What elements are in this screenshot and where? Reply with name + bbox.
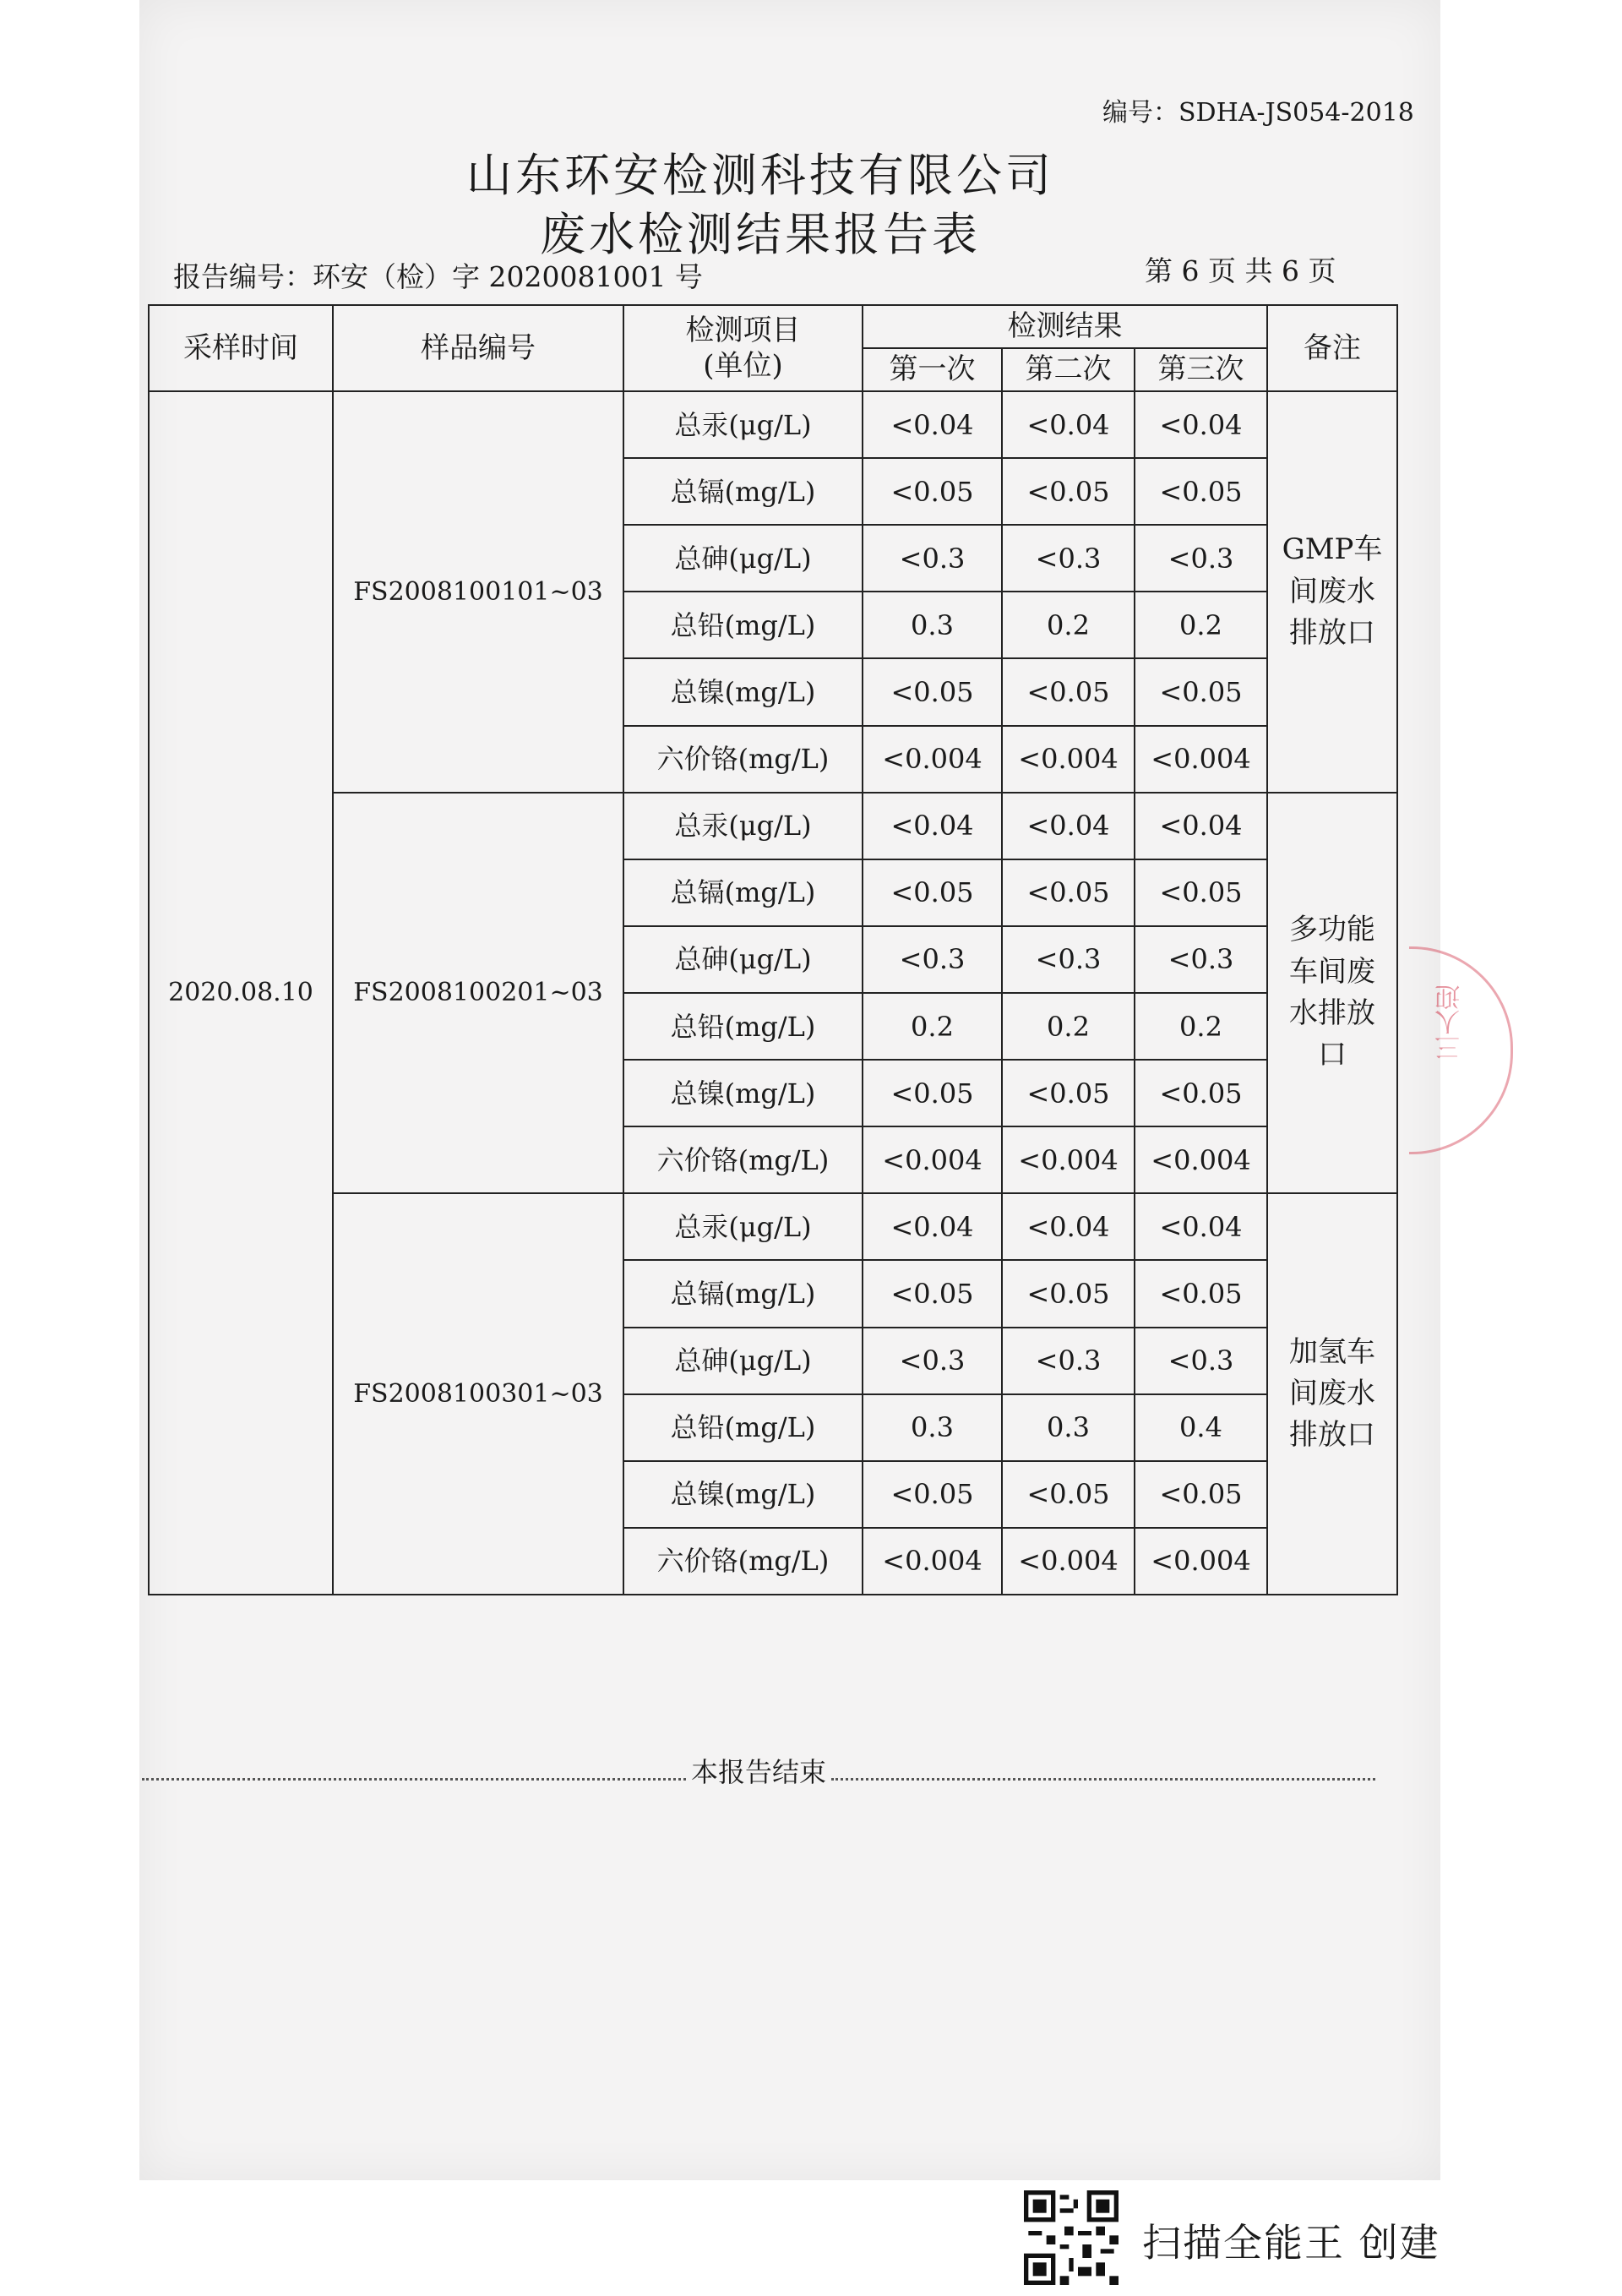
header-third: 第三次 xyxy=(1135,348,1267,391)
table-row xyxy=(149,1193,1397,1260)
result-v1-cell: 0.3 xyxy=(863,1394,1002,1461)
test-item-cell: 总铅(mg/L) xyxy=(623,993,863,1060)
results-table xyxy=(148,304,1398,1595)
result-v3-cell: <0.04 xyxy=(1135,793,1267,859)
report-title: 废水检测结果报告表 xyxy=(540,208,981,261)
result-v3-cell: <0.004 xyxy=(1135,1528,1267,1595)
sample-no-cell: FS2008100301~03 xyxy=(333,1193,623,1595)
end-dots-left xyxy=(142,1761,686,1781)
result-v3-cell: <0.004 xyxy=(1135,726,1267,793)
result-v2-cell: <0.04 xyxy=(1002,391,1135,458)
table-row xyxy=(149,793,1397,859)
result-v3-cell: <0.04 xyxy=(1135,1193,1267,1260)
test-item-cell: 总砷(μg/L) xyxy=(623,1328,863,1394)
result-v2-cell: <0.004 xyxy=(1002,1126,1135,1193)
sampling-date-cell: 2020.08.10 xyxy=(149,391,333,1595)
result-v2-cell: <0.004 xyxy=(1002,726,1135,793)
result-v1-cell: <0.04 xyxy=(863,1193,1002,1260)
end-dots-right xyxy=(831,1761,1375,1781)
test-item-cell: 总镍(mg/L) xyxy=(623,1060,863,1126)
result-v3-cell: <0.3 xyxy=(1135,1328,1267,1394)
test-item-cell: 总砷(μg/L) xyxy=(623,525,863,592)
result-v1-cell: <0.004 xyxy=(863,1126,1002,1193)
test-item-cell: 总汞(μg/L) xyxy=(623,391,863,458)
test-item-cell: 总镉(mg/L) xyxy=(623,1260,863,1327)
result-v1-cell: 0.3 xyxy=(863,592,1002,658)
result-v3-cell: <0.05 xyxy=(1135,458,1267,525)
result-v3-cell: <0.3 xyxy=(1135,926,1267,993)
result-v1-cell: <0.3 xyxy=(863,926,1002,993)
result-v2-cell: <0.04 xyxy=(1002,793,1135,859)
result-v2-cell: <0.05 xyxy=(1002,1060,1135,1126)
result-v1-cell: <0.05 xyxy=(863,1260,1002,1327)
result-v3-cell: 0.4 xyxy=(1135,1394,1267,1461)
company-title: 山东环安检测科技有限公司 xyxy=(466,149,1054,202)
result-v2-cell: 0.2 xyxy=(1002,993,1135,1060)
remark-cell: GMP车间废水排放口 xyxy=(1267,391,1397,793)
test-item-cell: 总镍(mg/L) xyxy=(623,658,863,725)
result-v1-cell: <0.04 xyxy=(863,793,1002,859)
result-v2-cell: 0.2 xyxy=(1002,592,1135,658)
header-sample-no: 样品编号 xyxy=(333,305,623,391)
result-v1-cell: 0.2 xyxy=(863,993,1002,1060)
table-row xyxy=(149,391,1397,458)
test-item-cell: 六价铬(mg/L) xyxy=(623,1528,863,1595)
document-code: 编号：SDHA-JS054-2018 xyxy=(1102,98,1414,128)
result-v3-cell: <0.05 xyxy=(1135,1060,1267,1126)
result-v2-cell: <0.05 xyxy=(1002,658,1135,725)
result-v3-cell: <0.004 xyxy=(1135,1126,1267,1193)
result-v1-cell: <0.04 xyxy=(863,391,1002,458)
header-result: 检测结果 xyxy=(863,305,1267,348)
result-v2-cell: <0.004 xyxy=(1002,1528,1135,1595)
result-v2-cell: <0.05 xyxy=(1002,1461,1135,1528)
test-item-cell: 总砷(μg/L) xyxy=(623,926,863,993)
header-item xyxy=(623,305,863,391)
result-v2-cell: <0.05 xyxy=(1002,859,1135,926)
report-end-line xyxy=(142,1751,1375,1790)
result-v2-cell: <0.04 xyxy=(1002,1193,1135,1260)
remark-cell: 多功能车间废水排放口 xyxy=(1267,793,1397,1194)
result-v3-cell: <0.05 xyxy=(1135,1260,1267,1327)
qr-code-icon xyxy=(1024,2190,1119,2285)
header-first: 第一次 xyxy=(863,348,1002,391)
result-v1-cell: <0.05 xyxy=(863,1461,1002,1528)
test-item-cell: 六价铬(mg/L) xyxy=(623,726,863,793)
result-v3-cell: <0.05 xyxy=(1135,1461,1267,1528)
test-item-cell: 总汞(μg/L) xyxy=(623,1193,863,1260)
sample-no-cell: FS2008100101~03 xyxy=(333,391,623,793)
header-second: 第二次 xyxy=(1002,348,1135,391)
header-item-unit: (单位) xyxy=(703,349,783,383)
report-end-text: 本报告结束 xyxy=(691,1756,827,1788)
test-item-cell: 总铅(mg/L) xyxy=(623,1394,863,1461)
result-v3-cell: <0.04 xyxy=(1135,391,1267,458)
test-item-cell: 总镍(mg/L) xyxy=(623,1461,863,1528)
result-v3-cell: <0.05 xyxy=(1135,658,1267,725)
result-v2-cell: <0.05 xyxy=(1002,1260,1135,1327)
result-v1-cell: <0.004 xyxy=(863,726,1002,793)
result-v1-cell: <0.05 xyxy=(863,658,1002,725)
result-v2-cell: <0.3 xyxy=(1002,926,1135,993)
scanner-watermark: 扫描全能王 创建 xyxy=(1142,2220,1440,2266)
result-v3-cell: 0.2 xyxy=(1135,993,1267,1060)
sample-no-cell: FS2008100201~03 xyxy=(333,793,623,1194)
result-v3-cell: <0.05 xyxy=(1135,859,1267,926)
report-number: 报告编号：环安（检）字 2020081001 号 xyxy=(173,260,703,293)
result-v3-cell: 0.2 xyxy=(1135,592,1267,658)
header-item-label: 检测项目 xyxy=(685,313,801,347)
result-v1-cell: <0.05 xyxy=(863,458,1002,525)
result-v1-cell: <0.3 xyxy=(863,525,1002,592)
test-item-cell: 总铅(mg/L) xyxy=(623,592,863,658)
result-v1-cell: <0.3 xyxy=(863,1328,1002,1394)
result-v1-cell: <0.05 xyxy=(863,859,1002,926)
page-number: 第 6 页 共 6 页 xyxy=(1145,254,1336,287)
test-item-cell: 总汞(μg/L) xyxy=(623,793,863,859)
result-v2-cell: 0.3 xyxy=(1002,1394,1135,1461)
result-v1-cell: <0.05 xyxy=(863,1060,1002,1126)
test-item-cell: 六价铬(mg/L) xyxy=(623,1126,863,1193)
table-body xyxy=(149,391,1397,1595)
test-item-cell: 总镉(mg/L) xyxy=(623,458,863,525)
result-v2-cell: <0.05 xyxy=(1002,458,1135,525)
result-v2-cell: <0.3 xyxy=(1002,525,1135,592)
test-item-cell: 总镉(mg/L) xyxy=(623,859,863,926)
header-remark: 备注 xyxy=(1267,305,1397,391)
result-v3-cell: <0.3 xyxy=(1135,525,1267,592)
remark-cell: 加氢车间废水排放口 xyxy=(1267,1193,1397,1595)
header-sampling-time: 采样时间 xyxy=(149,305,333,391)
result-v2-cell: <0.3 xyxy=(1002,1328,1135,1394)
result-v1-cell: <0.004 xyxy=(863,1528,1002,1595)
seal-text: 三人迎 xyxy=(1435,984,1465,1061)
